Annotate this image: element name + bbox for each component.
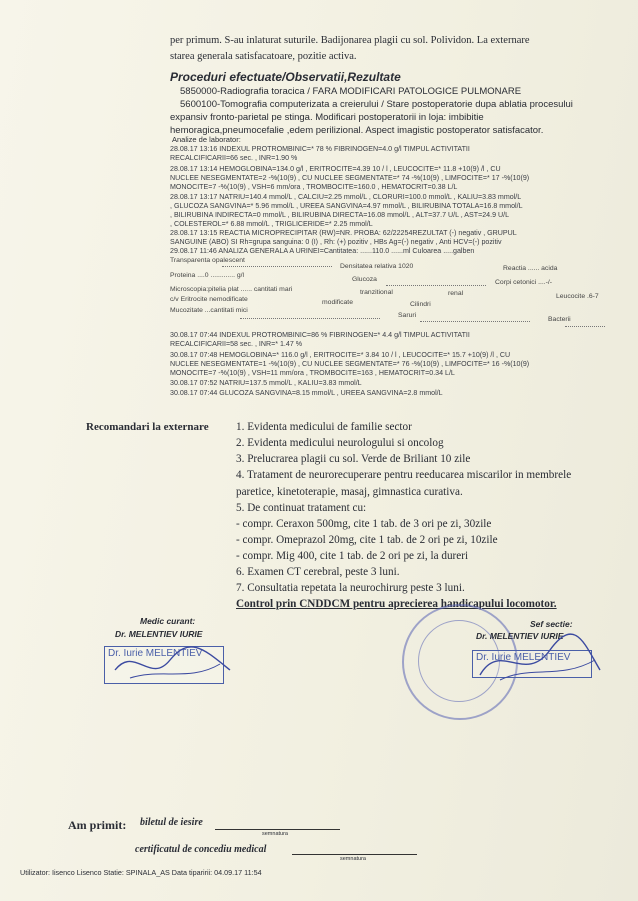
- recommendation-item: - compr. Omeprazol 20mg, cite 1 tab. de 2 ori pe zi, 10zile: [236, 534, 498, 546]
- received-label: Am primit:: [68, 818, 127, 832]
- urine-cilindri: Cilindri: [410, 301, 431, 308]
- lab-line: MONOCITE=7 -%(10(9) , VSH=6 mm/ora , TROMBOCITE=160.0 , HEMATOCRIT=0.38 L/L: [170, 183, 458, 191]
- lab-line: 28.08.17 13:14 HEMOGLOBINA=134.0 g/l , ERITROCITE=4.39 10 / l , LEUCOCITE=* 11.8 +10(9) /l , CU: [170, 165, 501, 173]
- urine-densitatea: Densitatea relativa 1020: [340, 263, 414, 270]
- divider: [386, 285, 486, 286]
- lab-line: 30.08.17 07:52 NATRIU=137.5 mmol/L , KALIU=3.83 mmol/L: [170, 379, 362, 387]
- procedures-title: Proceduri efectuate/Observatii,Rezultate: [170, 70, 401, 84]
- stamp-name: Dr. Iurie MELENTIEV: [108, 648, 203, 659]
- recommendation-item: 4. Tratament de neurorecuperare pentru reeducarea miscarilor in membrele: [236, 469, 572, 481]
- lab-line: , COLESTEROL=* 6.88 mmol/L , TRIGLICERIDE=* 2.25 mmol/L: [170, 220, 373, 228]
- recommendation-item: 7. Consultatia repetata la neurochirurg peste 3 luni.: [236, 582, 465, 594]
- urine-tranzitional: tranzitional: [360, 289, 393, 296]
- urine-modificate: modificate: [322, 299, 353, 306]
- signature-right: [470, 630, 610, 690]
- urine-bacterii: Bacterii: [548, 316, 571, 323]
- signature-line: [292, 854, 417, 855]
- control-note: Control prin CNDDCM pentru aprecierea handicapului locomotor.: [236, 598, 557, 610]
- lab-line: 28.08.17 13:16 INDEXUL PROTROMBINIC=* 78 % FIBRINOGEN=4.0 g/l TIMPUL ACTIVITATII: [170, 145, 470, 153]
- signature-caption: semnatura: [262, 831, 288, 837]
- divider: [240, 318, 380, 319]
- procedure-item: 5600100-Tomografia computerizata a creierului / Stare postoperatorie dupa ablatia procesului: [180, 99, 573, 110]
- recommendation-item: 5. De continuat tratament cu:: [236, 502, 367, 514]
- lab-line: 30.08.17 07:44 INDEXUL PROTROMBINIC=86 % FIBRINOGEN=* 4.4 g/l TIMPUL ACTIVITATII: [170, 331, 470, 339]
- recommendation-item: 3. Prelucrarea plagii cu sol. Verde de Briliant 10 zile: [236, 453, 471, 465]
- recommendation-item: - compr. Ceraxon 500mg, cite 1 tab. de 3 ori pe zi, 30zile: [236, 518, 492, 530]
- lab-line: , GLUCOZA SANGVINA=* 5.96 mmol/L , UREEA SANGVINA=4.97 mmol/L , BILIRUBINA TOTALA=16.8 mmol/L: [170, 202, 523, 210]
- lab-line: NUCLEE NESEGMENTATE=1 -%(10(9) , CU NUCLEE SEGMENTATE=* 76 -%(10(9) , LIMFOCITE=* 16 -%(10(9): [170, 360, 530, 368]
- urine-mucozitate: Mucozitate ...cantitati mici: [170, 307, 248, 314]
- intro-line-1: per primum. S-au inlaturat suturile. Badijonarea plagii cu sol. Polividon. La externare: [170, 35, 530, 46]
- urine-leucocite: Leucocite .6-7: [556, 293, 599, 300]
- signature-left: [110, 640, 240, 688]
- procedure-item: 5850000-Radiografia toracica / FARA MODIFICARI PATOLOGICE PULMONARE: [180, 86, 522, 97]
- urine-saruri: Saruri: [398, 312, 417, 319]
- lab-line: NUCLEE NESEGMENTATE=2 -%(10(9) , CU NUCLEE SEGMENTATE=* 74 -%(10(9) , LIMFOCITE=* 17 -%(10(9): [170, 174, 530, 182]
- lab-line: , BILIRUBINA INDIRECTA=0 mmol/L , BILIRUBINA DIRECTA=16.08 mmol/L , ALT=37.7 U/L , AST=24.9 U/L: [170, 211, 510, 219]
- divider: [420, 321, 530, 322]
- recommendation-item: paretice, kinetoterapie, masaj, gimnastica curativa.: [236, 486, 463, 498]
- divider: [565, 326, 605, 327]
- lab-line: RECALCIFICARII=58 sec. , INR=* 1.47 %: [170, 340, 303, 348]
- urine-glucoza: Glucoza: [352, 276, 377, 283]
- lab-line: RECALCIFICARII=66 sec. , INR=1.90 %: [170, 154, 298, 162]
- lab-line: 30.08.17 07:48 HEMOGLOBINA=* 116.0 g/l , ERITROCITE=* 3.84 10 / l , LEUCOCITE=* 15.7 +10(9) /l , CU: [170, 351, 511, 359]
- urine-corpi: Corpi cetonici ....-/-: [495, 279, 553, 286]
- lab-line: 29.08.17 11:46 ANALIZA GENERALA A URINEI=Cantitatea: ......110.0 ......ml Culoarea .....galben: [170, 247, 475, 255]
- urine-microscopia: Microscopia:pitelia plat ...... cantitati mari: [170, 286, 293, 293]
- lab-line: 28.08.17 13:15 REACTIA MICROPRECIPITAR (RW)=NR. PROBA: 62/22254REZULTAT (-) negativ , GRUPUL: [170, 229, 517, 237]
- head-of-department-name: Dr. MELENTIEV IURIE: [476, 631, 564, 641]
- urine-proteina: Proteina ....0 ............. g/l: [170, 272, 245, 279]
- signature-line: [215, 829, 340, 830]
- medical-leave-label: certificatul de concediu medical: [135, 844, 267, 855]
- recommendation-item: 6. Examen CT cerebral, peste 3 luni.: [236, 566, 400, 578]
- lab-line: 28.08.17 13:17 NATRIU=140.4 mmol/L , CALCIU=2.25 mmol/L , CLORURI=100.0 mmol/L , KALIU=3.83 mmol/L: [170, 193, 522, 201]
- urine-renal: renal: [448, 290, 464, 297]
- signature-caption: semnatura: [340, 856, 366, 862]
- urine-eritrocite: c/v Eritrocite nemodificate: [170, 296, 248, 303]
- recommendation-item: 2. Evidenta medicului neurologului si oncolog: [236, 437, 444, 449]
- procedure-item: hemoragica,pneumocefalie ,edem perilizional. Aspect imagistic postoperator satisfacator.: [170, 125, 544, 136]
- lab-line: SANGUINE (ABO) SI Rh=grupa sanguina: 0 (I) , Rh: (+) pozitiv , HBs Ag=(-) negativ , Anti HCV=(-) pozitiv: [170, 238, 502, 246]
- lab-line: 30.08.17 07:44 GLUCOZA SANGVINA=8.15 mmol/L , UREEA SANGVINA=2.8 mmol/L: [170, 389, 443, 397]
- procedure-item: expansiv fronto-parietal pe stinga. Modificari postoperatorii in loja: imbibitie: [170, 112, 484, 123]
- stamp-name: Dr. Iurie MELENTIEV: [476, 652, 571, 663]
- urine-reactia: Reactia ...... acida: [503, 265, 558, 272]
- urine-transparenta: Transparenta opalescent: [170, 257, 245, 264]
- attending-doctor-title: Medic curant:: [140, 616, 196, 626]
- recommendations-title: Recomandari la externare: [86, 421, 209, 433]
- recommendation-item: - compr. Mig 400, cite 1 tab. de 2 ori pe zi, la dureri: [236, 550, 469, 562]
- lab-line: MONOCITE=7 -%(10(9) , VSH=11 mm/ora , TROMBOCITE=163 , HEMATOCRIT=0.34 L/L: [170, 369, 455, 377]
- head-of-department-title: Sef sectie:: [530, 619, 573, 629]
- divider: [222, 266, 332, 267]
- recommendation-item: 1. Evidenta medicului de familie sector: [236, 421, 412, 433]
- intro-line-2: starea generala satisfacatoare, pozitie activa.: [170, 51, 357, 62]
- attending-doctor-name: Dr. MELENTIEV IURIE: [115, 629, 203, 639]
- discharge-ticket-label: biletul de iesire: [140, 817, 203, 828]
- analyses-label: Analize de laborator:: [172, 135, 241, 144]
- print-info: Utilizator: Iisenco Lisenco Statie: SPINALA_AS Data tiparirii: 04.09.17 11:54: [20, 868, 262, 877]
